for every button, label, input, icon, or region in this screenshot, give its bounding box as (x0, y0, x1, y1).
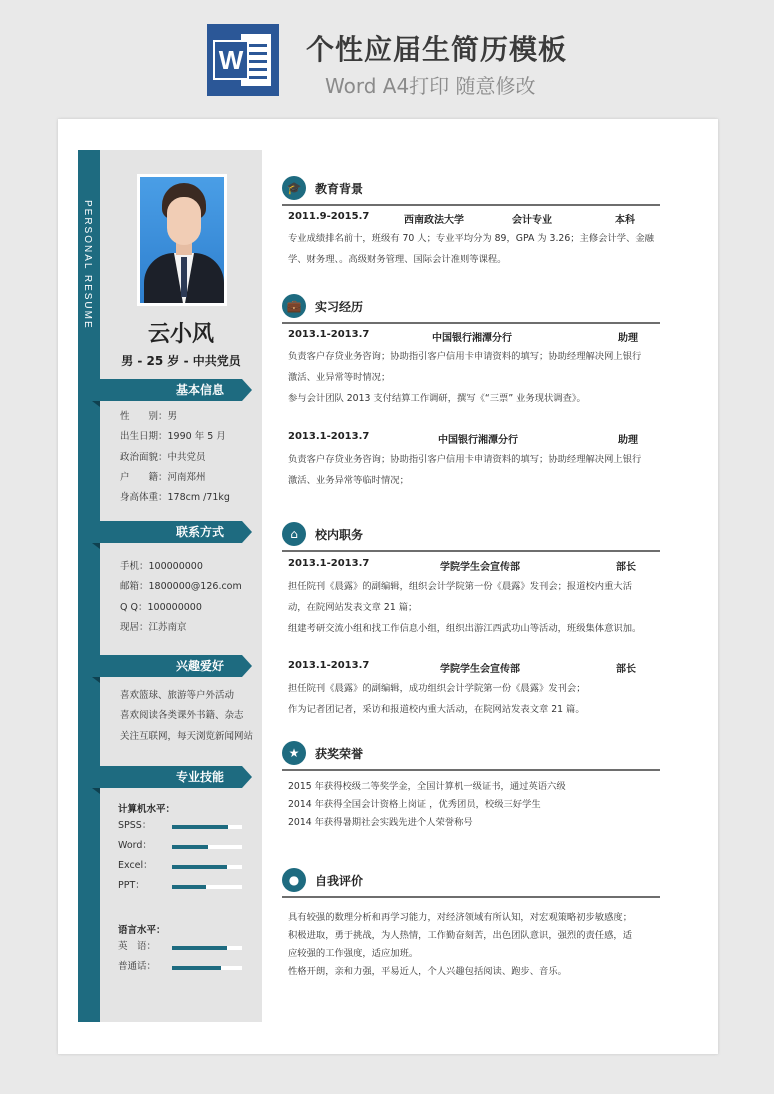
resume-page (58, 119, 718, 1054)
intern-desc: 激活、业异常等时情况； (288, 372, 391, 383)
intern-desc: 参与会计团队 2013 支付结算工作调研，撰写《“三票” 业务现状调查》。 (288, 393, 586, 404)
campus-desc: 组建考研交流小组和找工作信息小组，组织出游江西武功山等活动，班级集体意识加。 (288, 623, 642, 634)
self-eval-line: 应较强的工作强度，适应加班。 (288, 948, 419, 959)
contact-list (120, 557, 242, 638)
award-item: 2015 年获得校级二等奖学金，全国计算机一级证书，通过英语六级 (288, 781, 566, 792)
self-eval-line: 具有较强的数理分析和再学习能力，对经济领域有所认知，对宏观策略初步敏感度； (288, 912, 632, 923)
language-skill-bar (172, 966, 221, 970)
edu-major: 会计专业 (512, 215, 552, 226)
word-letter: W (213, 40, 249, 80)
intern-org: 中国银行湘潭分行 (438, 435, 518, 446)
word-logo-icon (207, 24, 279, 96)
contact-location: 现居：江苏南京 (120, 621, 187, 633)
hobby-list (120, 686, 253, 747)
intern-org: 中国银行湘潭分行 (432, 333, 512, 344)
section-title: 实习经历 (315, 300, 364, 314)
award-item: 2014 年获得全国会计资格上岗证 ，优秀团员，校级三好学生 (288, 799, 541, 810)
section-divider (282, 769, 660, 771)
campus-desc: 担任院刊《晨露》的副编辑，成功组织会计学院第一份《晨露》发刊会； (288, 683, 586, 694)
intern-role: 助理 (618, 333, 638, 344)
intern-period: 2013.1-2013.7 (288, 329, 370, 340)
intern-desc: 负责客户存贷业务咨询；协助指引客户信用卡申请资料的填写；协助经理解决网上银行 (288, 351, 642, 362)
contact-qq: Q Q：100000000 (120, 601, 202, 613)
ribbon-skills: 专业技能 (92, 766, 242, 788)
intern-period: 2013.1-2013.7 (288, 431, 370, 442)
info-birth: 出生日期：1990 年 5 月 (120, 431, 226, 443)
computer-skill-bar (172, 825, 228, 829)
campus-period: 2013.1-2013.7 (288, 660, 370, 671)
section-title: 自我评价 (315, 874, 364, 888)
sidebar-strip (78, 150, 100, 1022)
campus-role: 部长 (616, 664, 636, 675)
section-title: 获奖荣誉 (315, 747, 364, 761)
edu-desc: 专业成绩排名前十，班级有 70 人；专业平均分为 89，GPA 为 3.26；主修会计学、金融 (288, 233, 654, 244)
edu-desc: 学、财务理、。高级财务管理、国际会计准则等课程。 (288, 254, 507, 265)
profile-photo (137, 174, 227, 306)
section-divider (282, 896, 660, 898)
contact-phone: 手机：100000000 (120, 561, 203, 572)
computer-skill-row (118, 876, 248, 896)
language-skill-bar (172, 946, 227, 950)
computer-level-label: 计算机水平： (118, 804, 176, 815)
medal-icon: ★ (282, 741, 306, 765)
info-politics: 政治面貌：中共党员 (120, 451, 206, 463)
section-divider (282, 322, 660, 324)
ribbon-contact: 联系方式 (92, 521, 242, 543)
computer-skill-bar (172, 865, 227, 869)
edu-degree: 本科 (615, 215, 635, 226)
graduation-cap-icon: 🎓 (282, 176, 306, 200)
self-eval-line: 性格开朗，亲和力强，平易近人，个人兴趣包括阅读、跑步、音乐。 (288, 966, 567, 977)
intern-desc: 负责客户存贷业务咨询；协助指引客户信用卡申请资料的填写；协助经理解决网上银行 (288, 454, 642, 465)
section-divider (282, 204, 660, 206)
ribbon-hobby: 兴趣爱好 (92, 655, 242, 677)
language-skill-row (118, 937, 248, 957)
computer-skill-label: Word： (118, 840, 152, 851)
campus-org: 学院学生会宣传部 (440, 664, 520, 675)
campus-period: 2013.1-2013.7 (288, 558, 370, 569)
computer-skill-row (118, 856, 248, 876)
hobby-item: 关注互联网，每天浏览新闻网站 (120, 730, 254, 742)
hobby-item: 喜欢篮球、旅游等户外活动 (120, 690, 235, 701)
person-icon: ● (282, 868, 306, 892)
info-gender: 性 别：男 (120, 411, 178, 422)
intern-role: 助理 (618, 435, 638, 446)
campus-desc: 担任院刊《晨露》的副编辑，组织会计学院第一份《晨露》发刊会；报道校内重大活 (288, 581, 632, 592)
info-hometown: 户 籍：河南郑州 (120, 471, 206, 483)
contact-email: 邮箱：1800000@126.com (120, 581, 242, 593)
page-subtitle: Word A4打印 随意修改 (325, 74, 536, 98)
vertical-caption: PERSONAL RESUME (82, 200, 93, 330)
ribbon-basic-info: 基本信息 (92, 379, 242, 401)
section-divider (282, 550, 660, 552)
page-title: 个性应届生简历模板 (306, 33, 568, 66)
candidate-name: 云小风 (147, 322, 214, 347)
language-skill-label: 普通话： (118, 961, 157, 972)
briefcase-icon: 💼 (282, 294, 306, 318)
intern-desc: 激活、业务异常等临时情况； (288, 475, 409, 486)
edu-school: 西南政法大学 (404, 215, 464, 226)
hobby-item: 喜欢阅读各类课外书籍、杂志 (120, 710, 244, 722)
section-title: 校内职务 (315, 528, 364, 542)
language-skill-row (118, 957, 248, 977)
computer-skill-label: PPT： (118, 880, 145, 891)
campus-org: 学院学生会宣传部 (440, 562, 520, 573)
computer-skill-label: Excel： (118, 860, 153, 871)
info-body: 身高体重：178cm /71kg (120, 492, 230, 504)
campus-role: 部长 (616, 562, 636, 573)
basic-info-list (120, 407, 230, 508)
computer-skill-label: SPSS： (118, 820, 152, 831)
computer-skill-bar (172, 845, 208, 849)
language-level-label: 语言水平： (118, 925, 166, 936)
campus-desc: 动，在院网站发表文章 21 篇； (288, 602, 418, 613)
campus-desc: 作为记者团记者，采访和报道校内重大活动，在院网站发表文章 21 篇。 (288, 704, 585, 715)
section-title: 教育背景 (315, 182, 364, 196)
language-skill-label: 英 语： (118, 941, 157, 952)
candidate-meta: 男 - 25 岁 - 中共党员 (121, 354, 241, 368)
computer-skill-bar (172, 885, 206, 889)
computer-skill-row (118, 836, 248, 856)
award-item: 2014 年获得暑期社会实践先进个人荣誉称号 (288, 817, 473, 828)
computer-skill-row (118, 816, 248, 836)
house-icon: ⌂ (282, 522, 306, 546)
self-eval-line: 积极进取，勇于挑战，为人热情，工作勤奋刻苦，出色团队意识，强烈的责任感，适 (288, 930, 632, 941)
edu-period: 2011.9-2015.7 (288, 211, 370, 222)
